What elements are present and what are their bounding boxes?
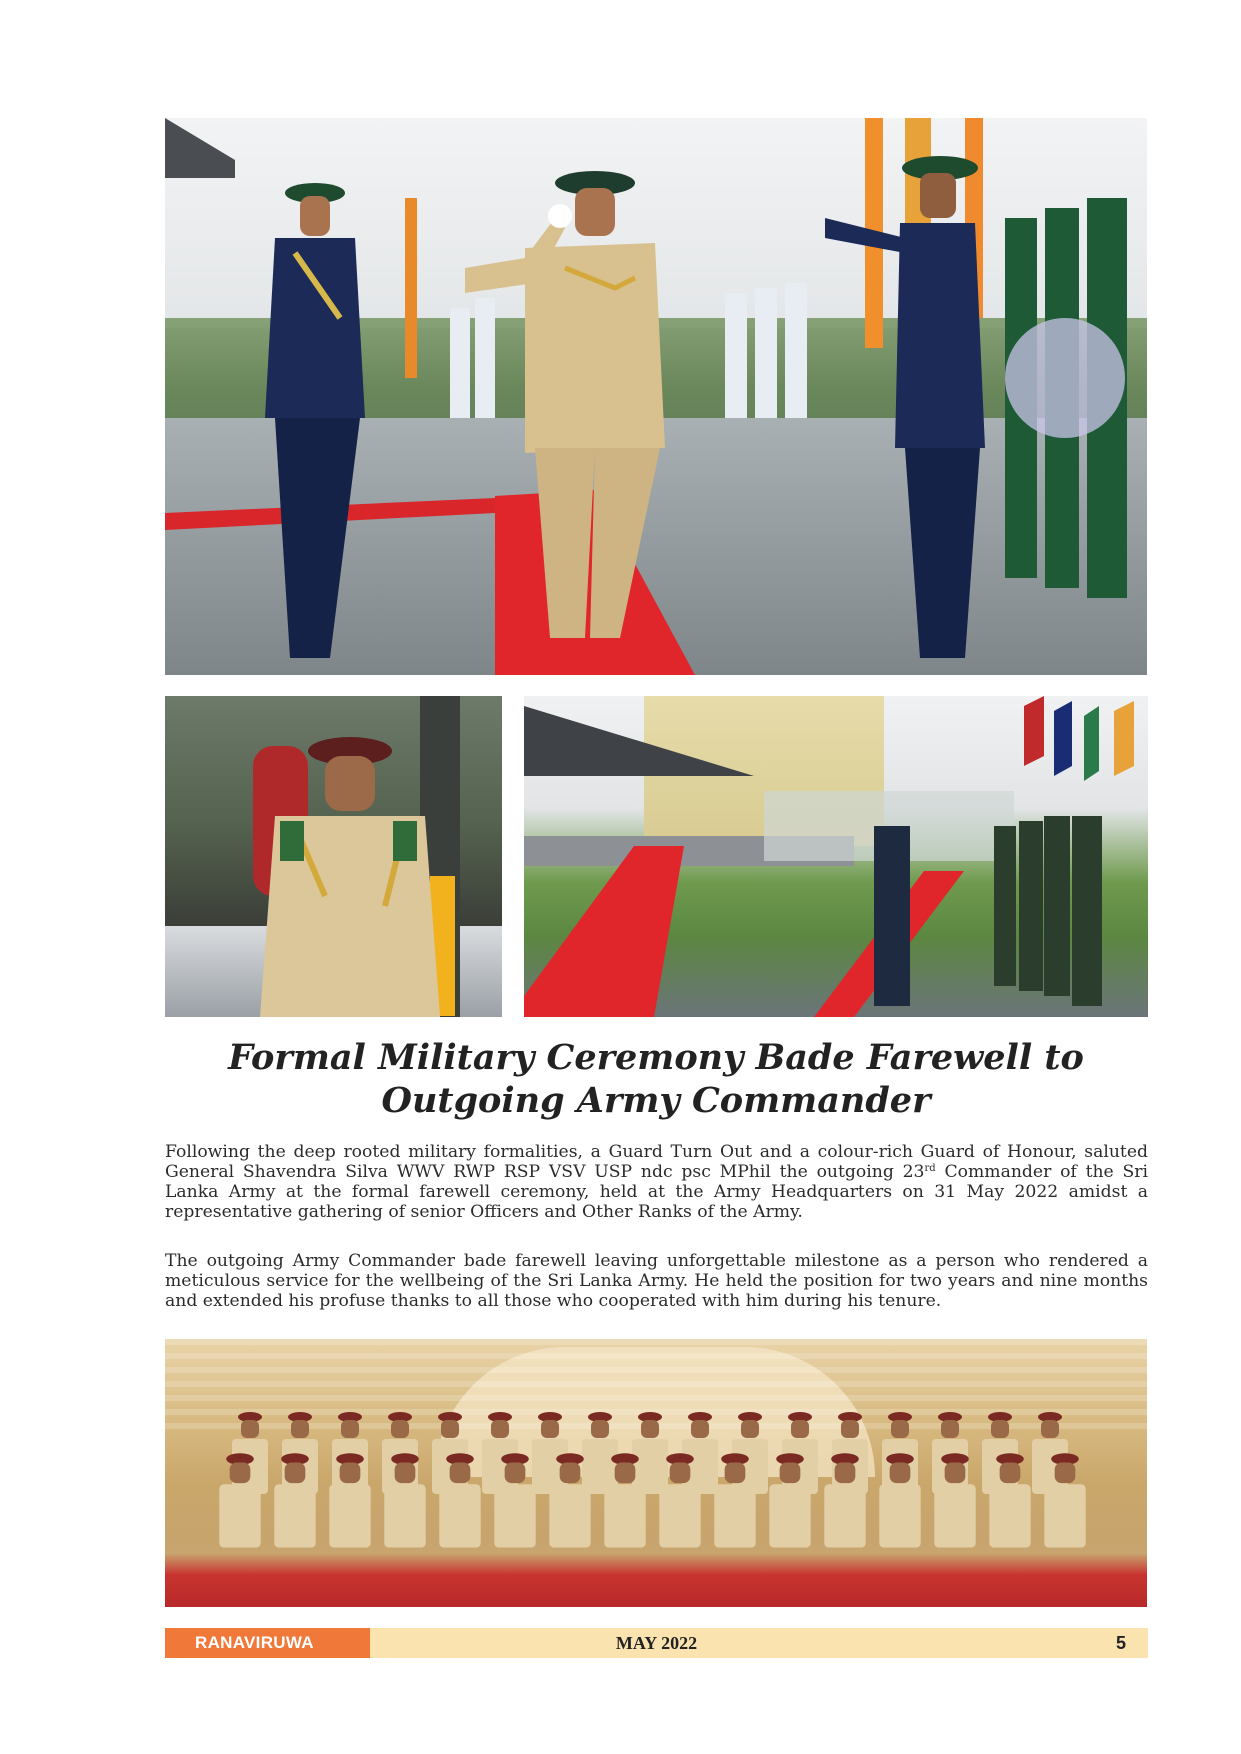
footer-publication-name: RANAVIRUWA — [165, 1628, 370, 1658]
army-hq-parade-illustration — [524, 696, 1148, 1017]
photo-guard-of-honour — [165, 118, 1147, 675]
headline-line-2: Outgoing Army Commander — [381, 1080, 931, 1121]
guard-of-honour-illustration — [165, 118, 1147, 675]
footer-issue-date: MAY 2022 — [615, 1633, 698, 1653]
commander-portrait-illustration — [165, 696, 502, 1017]
photo-commander-portrait — [165, 696, 502, 1017]
photo-senior-officers-group — [165, 1339, 1147, 1607]
group-photo-illustration — [165, 1339, 1147, 1607]
paragraph-1-text-b: Commander of the Sri Lanka Army at the formal farewell ceremony, held at the Army Headquarters on 31 May 2022 amidst a representative gathering of senior Officers and Other Ranks of the Army. — [165, 1162, 1148, 1222]
ordinal-suffix: rd — [924, 1163, 936, 1174]
article-headline — [165, 1036, 1147, 1122]
footer-page-number: 5 — [1115, 1633, 1126, 1653]
paragraph-1-text-a: Following the deep rooted military formalities, a Guard Turn Out and a colour-rich Guard of Honour, saluted General Shavendra Silva WWV RWP RSP VSV USP ndc psc MPhil the outgoing 23 — [165, 1142, 1148, 1182]
page-footer — [165, 1628, 1148, 1658]
headline-line-1: Formal Military Ceremony Bade Farewell to — [228, 1037, 1084, 1078]
photo-army-hq-parade — [524, 696, 1148, 1017]
article-paragraph-2: The outgoing Army Commander bade farewell leaving unforgettable milestone as a person who rendered a meticulous service for the wellbeing of the Sri Lanka Army. He held the position for two years and nine months and extended his profuse thanks to all those who cooperated with him during his tenure. — [165, 1251, 1148, 1311]
article-paragraph-1 — [165, 1142, 1148, 1222]
